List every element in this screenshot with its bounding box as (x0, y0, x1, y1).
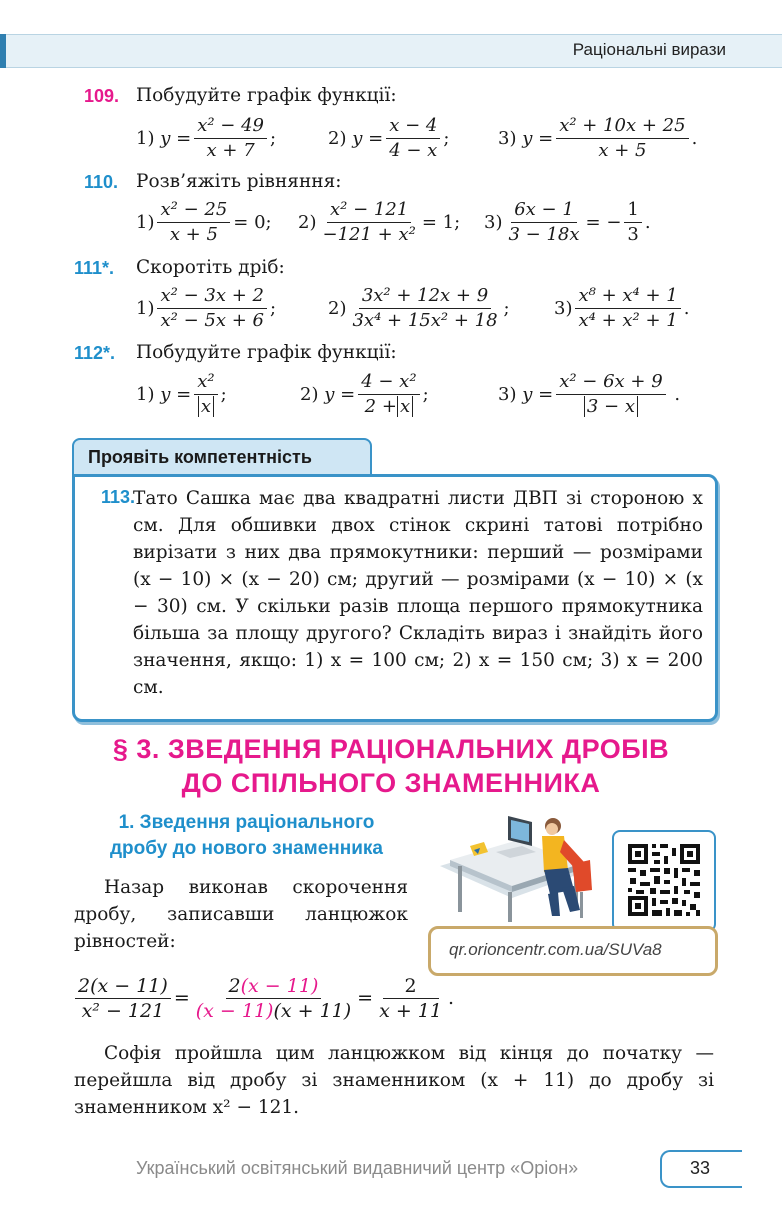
denominator-prefix: 2 + (364, 395, 397, 417)
exercise-number-113: 113. (101, 487, 136, 507)
exercise-112-text: Побудуйте графік функції: (136, 342, 397, 363)
numerator: x² + 10x + 25 (556, 115, 688, 139)
exercise-111-item-2 (328, 282, 510, 334)
running-header (0, 34, 782, 68)
equals-sign: = (173, 987, 190, 1009)
exercise-109-item-2 (328, 112, 449, 164)
exercise-109-text: Побудуйте графік функції: (136, 85, 397, 106)
item-tail: ; (269, 297, 277, 319)
item-lhs: y = (324, 383, 356, 405)
fraction (376, 975, 445, 1022)
item-lhs: y = (522, 127, 554, 149)
item-tail: ; (220, 383, 227, 405)
item-label: 3) (554, 297, 573, 319)
item-label: 3) (498, 127, 517, 149)
item-label: 1) (136, 127, 155, 149)
numerator: x² − 3x + 2 (157, 285, 266, 309)
item-tail: . (644, 211, 651, 233)
numerator: 2 (383, 975, 439, 999)
denominator: −121 + x² (322, 223, 416, 245)
exercise-112-item-2 (300, 366, 429, 422)
exercise-110-item-3 (484, 196, 651, 248)
fraction (157, 199, 230, 246)
fraction-chain (72, 968, 454, 1028)
header-title: Раціональні вирази (572, 40, 726, 59)
denominator: 3 − x (584, 396, 638, 417)
fraction (386, 115, 440, 162)
item-label: 3) (484, 211, 503, 233)
fraction (624, 199, 641, 246)
fraction (349, 285, 500, 332)
numerator-factor: 2 (228, 974, 241, 997)
exercise-number-110: 110. (84, 172, 119, 192)
numerator: x² − 6x + 9 (556, 371, 665, 395)
numerator: x² − 49 (194, 115, 267, 139)
exercise-112-item-3 (498, 366, 680, 422)
exercise-110-text: Розв’яжіть рівняння: (136, 171, 342, 192)
numerator: 1 (624, 199, 641, 223)
section-title-line-1: § 3. ЗВЕДЕННЯ РАЦІОНАЛЬНИХ ДРОБІВ (112, 734, 670, 764)
numerator: x² − 121 (327, 199, 411, 223)
exercise-110-item-1 (136, 196, 272, 248)
fraction (194, 115, 267, 162)
equals-sign: = (357, 987, 374, 1009)
fraction (556, 115, 688, 162)
fraction (505, 199, 582, 246)
item-label: 2) (300, 383, 319, 405)
chain-end: . (448, 987, 455, 1009)
resource-link[interactable] (428, 926, 718, 976)
denominator (193, 999, 354, 1022)
numerator (226, 975, 322, 999)
denominator-common-factor: (x − 11) (195, 999, 274, 1022)
outro-paragraph: Софія пройшла цим ланцюжком від кінця до початку — перейшла від дробу зі знаменником (x + 11) до дробу зі знаменником x² − 121. (74, 1043, 714, 1118)
denominator: 3x⁴ + 15x² + 18 (352, 309, 498, 331)
exercise-111-text: Скоротіть дріб: (136, 257, 285, 278)
subsection-title-line-2: дробу до нового знаменника (109, 838, 384, 859)
fraction (194, 371, 217, 418)
exercise-109-item-3 (498, 112, 697, 164)
fraction (75, 975, 171, 1022)
item-label: 2) (298, 211, 317, 233)
exercise-number-111: 111*. (74, 258, 115, 278)
item-tail: ; (443, 127, 450, 149)
item-lhs: y = (160, 127, 192, 149)
item-tail: . (674, 383, 681, 405)
numerator: x − 4 (386, 115, 440, 139)
numerator: x² − 25 (157, 199, 230, 223)
fraction (575, 285, 680, 332)
item-tail: = 1; (421, 211, 461, 233)
numerator: x⁸ + x⁴ + 1 (575, 285, 680, 309)
qr-code-icon (626, 842, 702, 918)
denominator: x⁴ + x² + 1 (578, 309, 678, 331)
item-tail: = − (585, 211, 622, 233)
denominator: x² − 121 (81, 999, 165, 1022)
numerator: 3x² + 12x + 9 (359, 285, 491, 309)
denominator: x + 5 (598, 139, 647, 161)
numerator: 6x − 1 (511, 199, 577, 223)
denominator-factor: (x + 11) (273, 999, 352, 1022)
fraction (358, 371, 419, 418)
denominator: x + 5 (169, 223, 218, 245)
exercise-111-item-3 (554, 282, 689, 334)
subsection-title-line-1: 1. Зведення раціонального (118, 812, 375, 833)
page-number: 33 (690, 1158, 711, 1178)
numerator-common-factor: (x − 11) (240, 974, 319, 997)
denominator: x + 11 (379, 999, 442, 1022)
fraction (157, 285, 266, 332)
exercise-110-item-2 (298, 196, 460, 248)
item-lhs: y = (352, 127, 384, 149)
exercise-number-109: 109. (84, 86, 120, 106)
denominator: 3 − 18x (508, 223, 580, 245)
item-tail: = 0; (233, 211, 272, 233)
item-label: 3) (498, 383, 517, 405)
exercise-111-item-1 (136, 282, 276, 334)
header-accent (0, 34, 6, 68)
item-tail: ; (422, 383, 429, 405)
exercise-112-item-1 (136, 366, 227, 422)
item-label: 2) (328, 297, 347, 319)
item-label: 1) (136, 297, 155, 319)
denominator: x + 7 (206, 139, 255, 161)
item-tail: ; (270, 127, 277, 149)
exercise-113-text: Тато Сашка має два квадратні листи ДВП зі стороною x см. Для обшивки двох стінок скрині татові потрібно вирізати з них два прямокутники: перший — розмірами (x − 10) × (x − 20) см; другий — розмірами (x − 10) × (x − 30) см. У скільки разів площа першого прямокутника більша за площу другого? Складіть вираз і знайдіть його значення, якщо: 1) x = 100 см; 2) x = 150 см; 3) x = 200 см. (133, 488, 703, 698)
competence-tab-label: Проявіть компетентність (88, 447, 312, 467)
item-tail: . (683, 297, 690, 319)
denominator: 4 − x (389, 139, 438, 161)
item-label: 1) (136, 211, 155, 233)
exercise-number-112: 112*. (74, 343, 116, 363)
fraction (556, 371, 665, 418)
numerator: x² (194, 371, 217, 395)
item-label: 1) (136, 383, 155, 405)
item-tail: ; (503, 297, 510, 319)
student-at-computer-illustration (440, 812, 610, 924)
denominator: x² − 5x + 6 (160, 309, 264, 331)
competence-box (72, 474, 718, 722)
numerator: 2(x − 11) (75, 975, 171, 999)
denominator: 3 (627, 223, 639, 245)
fraction (193, 975, 354, 1022)
resource-link-text[interactable]: qr.orioncentr.com.ua/SUVa8 (449, 940, 662, 959)
fraction (319, 199, 418, 246)
numerator: 4 − x² (358, 371, 419, 395)
intro-paragraph: Назар виконав скорочення дробу, записавши ланцюжок рівностей: (74, 877, 408, 952)
publisher-footer: Український освітянський видавничий центр «Оріон» (136, 1158, 579, 1178)
item-label: 2) (328, 127, 347, 149)
item-tail: . (691, 127, 698, 149)
page-number-tab (660, 1150, 742, 1188)
item-lhs: y = (160, 383, 192, 405)
qr-code-frame[interactable] (612, 830, 716, 932)
denominator: x (397, 396, 413, 417)
section-title-line-2: ДО СПІЛЬНОГО ЗНАМЕННИКА (181, 768, 601, 798)
denominator: x (198, 396, 214, 417)
item-lhs: y = (522, 383, 554, 405)
exercise-109-item-1 (136, 112, 276, 164)
